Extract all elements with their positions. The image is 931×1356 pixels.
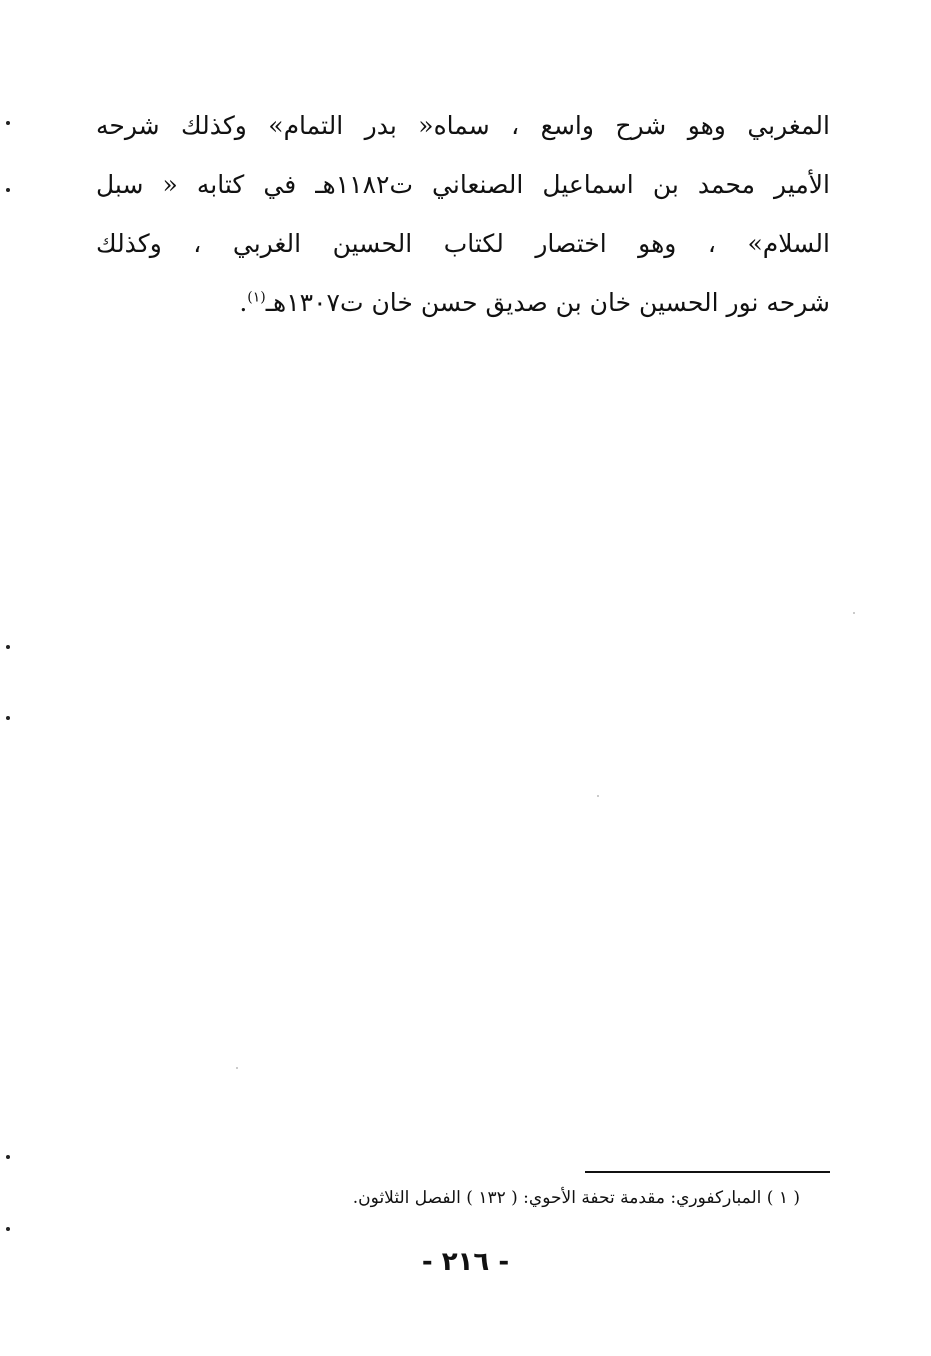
footnote-reference[interactable]: (١) <box>247 289 266 306</box>
body-line: الأمير محمد بن اسماعيل الصنعاني ت١١٨٢هـ في كتابه « سبل <box>96 170 830 199</box>
scan-speck <box>597 795 599 797</box>
body-line-last <box>96 273 830 332</box>
scan-margin-dot <box>6 121 10 125</box>
final-punctuation: . <box>239 288 248 317</box>
scan-margin-dot <box>6 716 10 720</box>
body-paragraph <box>96 96 830 332</box>
scan-speck <box>236 1067 238 1069</box>
body-line: السلام» ، وهو اختصار لكتاب الحسين الغربي ، وكذلك <box>96 229 830 258</box>
body-line: المغربي وهو شرح واسع ، سماه« بدر التمام» وكذلك شرحه <box>96 111 830 140</box>
scan-speck <box>853 612 855 614</box>
footnote: ( ١ ) المباركفوري: مقدمة تحفة الأحوي: ( ١٣٢ ) الفصل الثلاثون. <box>352 1188 800 1208</box>
scan-margin-dot <box>6 645 10 649</box>
scan-margin-dot <box>6 1227 10 1231</box>
scan-margin-dot <box>6 1155 10 1159</box>
body-line: شرحه نور الحسين خان بن صديق حسن خان ت١٣٠٧هـ <box>265 288 830 317</box>
footnote-separator <box>585 1171 830 1173</box>
scan-margin-dot <box>6 188 10 192</box>
page-number: - ٢١٦ - <box>421 1247 510 1277</box>
